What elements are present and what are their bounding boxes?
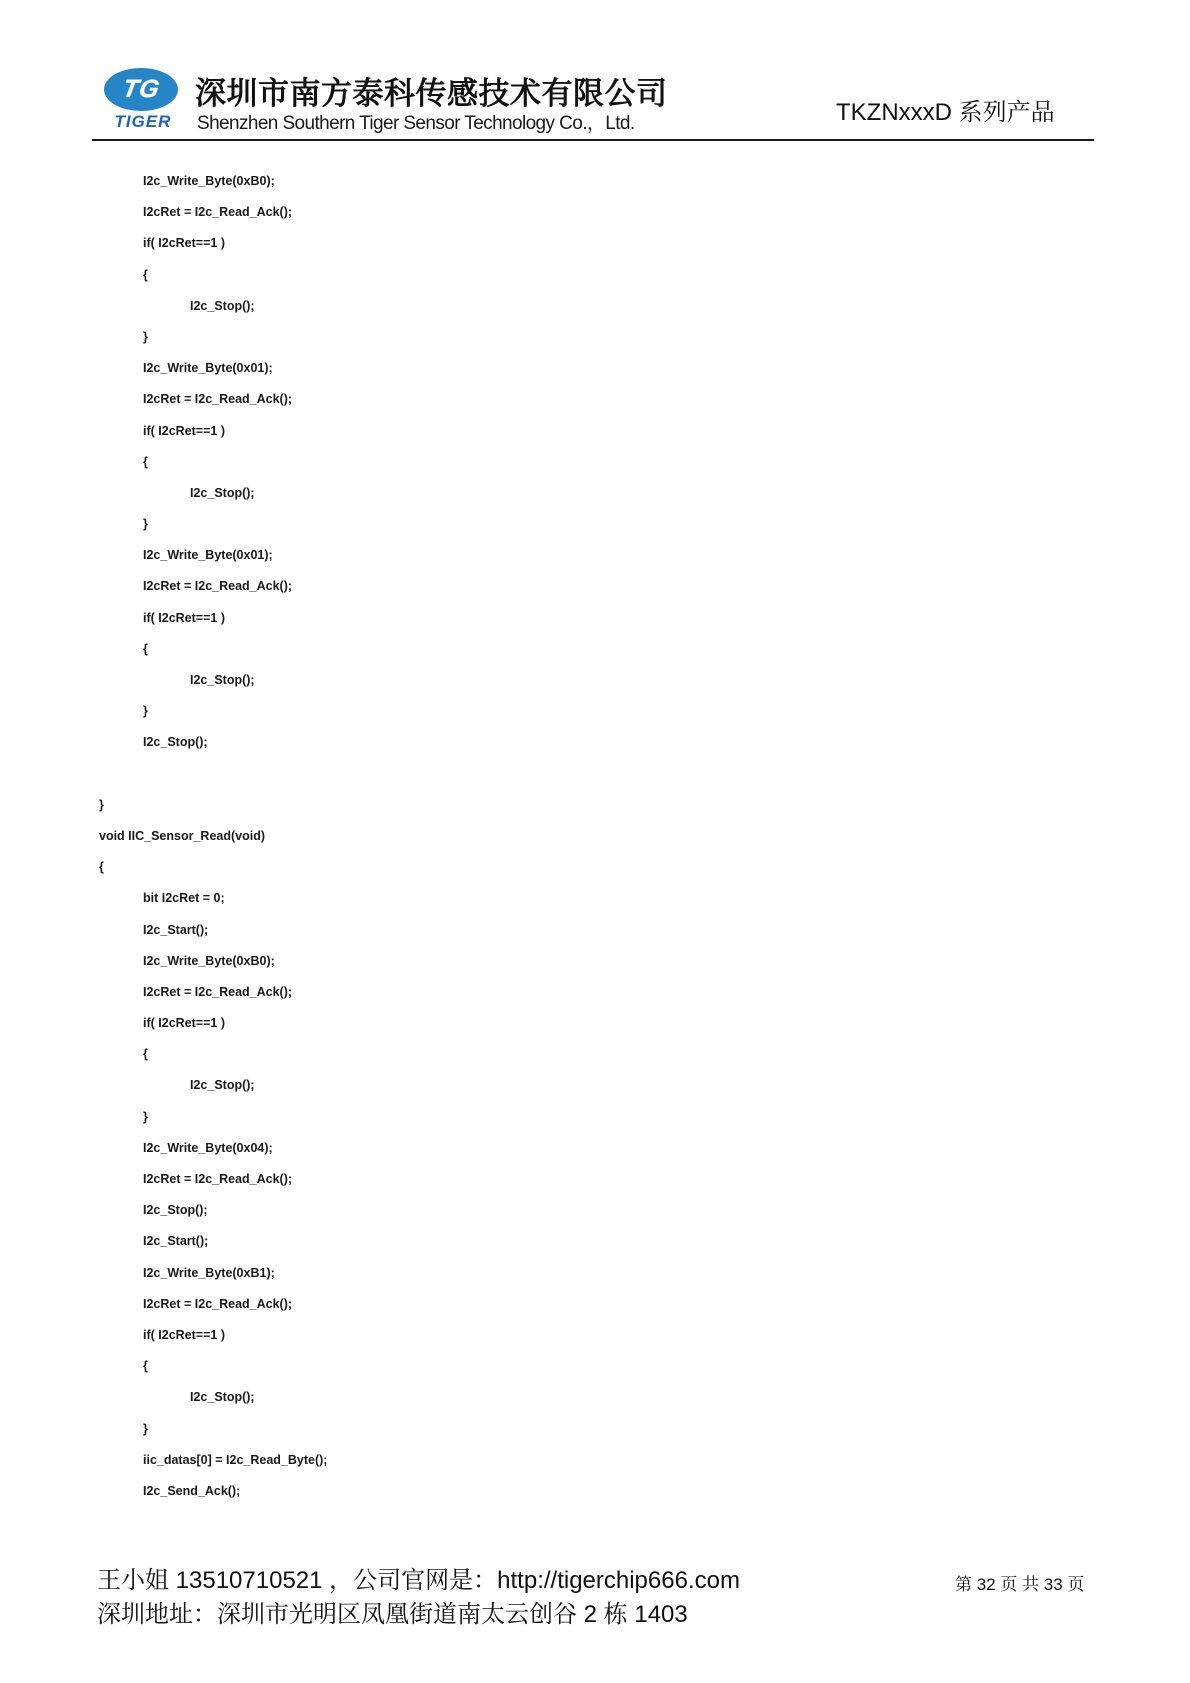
code-line: I2cRet = I2c_Read_Ack(); <box>143 1296 293 1311</box>
code-listing <box>0 166 1190 1507</box>
code-line: I2c_Write_Byte(0xB0); <box>143 953 275 968</box>
code-line: I2cRet = I2c_Read_Ack(); <box>143 579 293 594</box>
footer-address-line: 深圳地址：深圳市光明区凤凰街道南太云创谷 2 栋 1403 <box>97 1601 688 1628</box>
footer-contact-line: 王小姐 13510710521 ，公司官网是：http://tigerchip666.com <box>97 1567 740 1594</box>
code-line: I2cRet = I2c_Read_Ack(); <box>143 1172 293 1186</box>
code-line: I2c_Stop(); <box>190 673 255 687</box>
code-line: { <box>99 860 104 875</box>
code-line: I2c_Send_Ack(); <box>143 1483 241 1498</box>
code-line: I2c_Stop(); <box>143 735 208 750</box>
logo-brand-text: TIGER <box>114 112 172 131</box>
code-line: I2c_Stop(); <box>190 485 255 500</box>
header-divider <box>92 139 1094 141</box>
code-line: void IIC_Sensor_Read(void) <box>99 828 266 843</box>
code-line: } <box>143 1109 148 1124</box>
code-line: I2c_Write_Byte(0x04); <box>143 1140 273 1155</box>
code-line <box>0 759 1190 790</box>
code-line: iic_datas[0] = I2c_Read_Byte(); <box>143 1452 328 1467</box>
logo-ellipse-icon <box>104 68 178 111</box>
code-line: } <box>143 517 148 532</box>
code-line: I2c_Write_Byte(0xB1); <box>143 1265 275 1280</box>
code-line: I2cRet = I2c_Read_Ack(); <box>143 984 293 999</box>
code-line: if( I2cRet==1 ) <box>143 423 225 438</box>
code-line: bit I2cRet = 0; <box>143 891 225 906</box>
code-line: } <box>143 1421 148 1436</box>
code-line: I2cRet = I2c_Read_Ack(); <box>143 205 293 220</box>
code-line: I2c_Write_Byte(0x01); <box>143 361 273 376</box>
code-line: if( I2cRet==1 ) <box>143 610 225 625</box>
company-logo <box>104 60 194 132</box>
code-line: I2cRet = I2c_Read_Ack(); <box>143 392 293 407</box>
code-line: if( I2cRet==1 ) <box>143 1327 225 1342</box>
company-name-cn: 深圳市南方泰科传感技术有限公司 <box>195 76 668 111</box>
code-line: { <box>143 1047 148 1062</box>
code-line: { <box>143 267 148 282</box>
code-line: { <box>143 1359 148 1374</box>
logo-monogram: TG <box>120 75 162 103</box>
page-number: 第 32 页 共 33 页 <box>955 1575 1085 1594</box>
code-line: } <box>99 797 104 812</box>
code-line: I2c_Stop(); <box>143 1203 208 1218</box>
code-line: } <box>143 329 148 344</box>
code-line: if( I2cRet==1 ) <box>143 236 225 251</box>
code-line: if( I2cRet==1 ) <box>143 1016 225 1031</box>
code-line: I2c_Write_Byte(0xB0); <box>143 174 275 188</box>
company-name-en: Shenzhen Southern Tiger Sensor Technology Co.，Ltd. <box>197 113 635 134</box>
code-line: I2c_Write_Byte(0x01); <box>143 548 273 563</box>
code-line: I2c_Start(); <box>143 922 209 937</box>
code-line: I2c_Stop(); <box>190 1078 255 1093</box>
code-line: { <box>143 454 148 469</box>
product-series-title: TKZNxxxD 系列产品 <box>836 99 1055 126</box>
code-line: I2c_Start(); <box>143 1234 209 1249</box>
footer-contact-block <box>97 1564 740 1632</box>
code-line: } <box>143 704 148 719</box>
code-line: { <box>143 641 148 656</box>
code-line: I2c_Stop(); <box>190 1390 255 1405</box>
code-line: I2c_Stop(); <box>190 298 255 313</box>
